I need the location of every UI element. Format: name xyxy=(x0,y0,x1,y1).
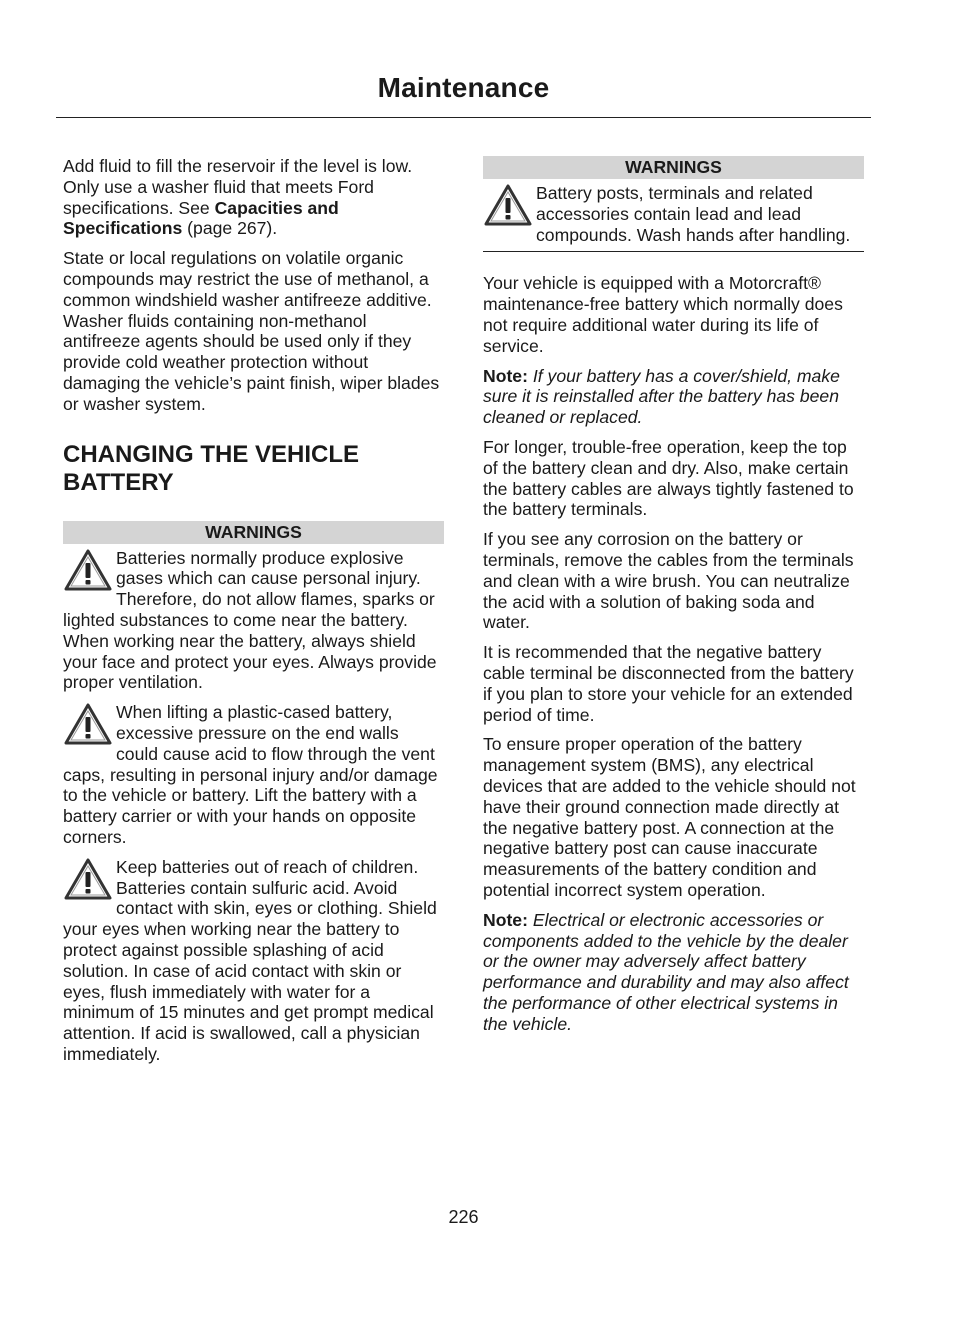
header-divider xyxy=(56,117,871,118)
washer-fluid-paragraph: Add fluid to fill the reservoir if the level is low. Only use a washer fluid that meets Ford specifications. See Capacities and Specifications (page 267). xyxy=(63,156,413,239)
warning-triangle-icon xyxy=(483,183,533,227)
warning-triangle-icon xyxy=(63,548,113,592)
warning-item: Batteries normally produce explosive gases which can cause personal injury. Therefore, do not allow flames, sparks or lighted substances to come near the battery. When working near the battery, always shield your face and protect your eyes. Always provide proper ventilation. xyxy=(63,547,437,693)
warnings-header: WARNINGS xyxy=(483,156,864,179)
page-number: 226 xyxy=(448,1207,479,1227)
bms-paragraph: To ensure proper operation of the battery management system (BMS), any electrical devices that are added to the vehicle should not have their ground connection made directly at the negative battery post. A connection at the negative battery post can cause inaccurate measurements of the battery condition and potential incorrect system operation. xyxy=(483,734,856,900)
regulations-paragraph: State or local regulations on volatile organic compounds may restrict the use of methanol, a common windshield washer antifreeze additive. Washer fluids containing non-methanol antifreeze agents should be used only if they provide cold weather protection without damaging the vehicle’s paint finish, wiper blades or washer system. xyxy=(63,248,440,414)
warning-triangle-icon xyxy=(63,857,113,901)
warning-divider xyxy=(483,251,864,252)
cover-note: Note: If your battery has a cover/shield, make sure it is reinstalled after the battery has been cleaned or replaced. xyxy=(483,365,840,428)
right-column xyxy=(483,156,864,1043)
page-title: Maintenance xyxy=(377,72,550,103)
capacities-reference-link[interactable]: Capacities and Specifications xyxy=(63,197,339,239)
storage-paragraph: It is recommended that the negative battery cable terminal be disconnected from the battery if you plan to store your vehicle for an extended period of time. xyxy=(483,642,854,725)
clean-dry-paragraph: For longer, trouble-free operation, keep the top of the battery clean and dry. Also, make certain the battery cables are always tightly fastened to the battery terminals. xyxy=(483,436,854,520)
warning-item: Keep batteries out of reach of children. Batteries contain sulfuric acid. Avoid contact with skin, eyes or clothing. Shield your eyes when working near the battery to protect against possible splashing of acid solution. In case of acid contact with skin or eyes, flush immediately with water for a minimum of 15 minutes and get prompt medical attention. If acid is swallowed, call a physician immediately. xyxy=(63,856,437,1064)
left-column xyxy=(63,156,444,1074)
section-heading: CHANGING THE VEHICLE BATTERY xyxy=(63,440,360,496)
note-label: Note: xyxy=(483,365,528,386)
page-header xyxy=(56,72,871,110)
warning-item: Battery posts, terminals and related accessories contain lead and lead compounds. Wash hands after handling. xyxy=(483,183,864,245)
warning-triangle-icon xyxy=(63,702,113,746)
warning-item: When lifting a plastic-cased battery, excessive pressure on the end walls could cause acid to flow through the vent caps, resulting in personal injury and/or damage to the vehicle or battery. Lift the battery with a battery carrier or with your hands on opposite corners. xyxy=(63,702,438,847)
corrosion-paragraph: If you see any corrosion on the battery or terminals, remove the cables from the terminals and clean with a wire brush. You can neutralize the acid with a solution of baking soda and water. xyxy=(483,529,854,633)
accessories-note: Note: Electrical or electronic accessories or components added to the vehicle by the dealer or the owner may adversely affect battery performance and durability and may also affect the performance of other electrical systems in the vehicle. xyxy=(483,909,849,1034)
warnings-header: WARNINGS xyxy=(63,521,444,544)
note-label: Note: xyxy=(483,909,528,930)
battery-description-paragraph: Your vehicle is equipped with a Motorcraft® maintenance-free battery which normally does not require additional water during its life of service. xyxy=(483,273,843,356)
